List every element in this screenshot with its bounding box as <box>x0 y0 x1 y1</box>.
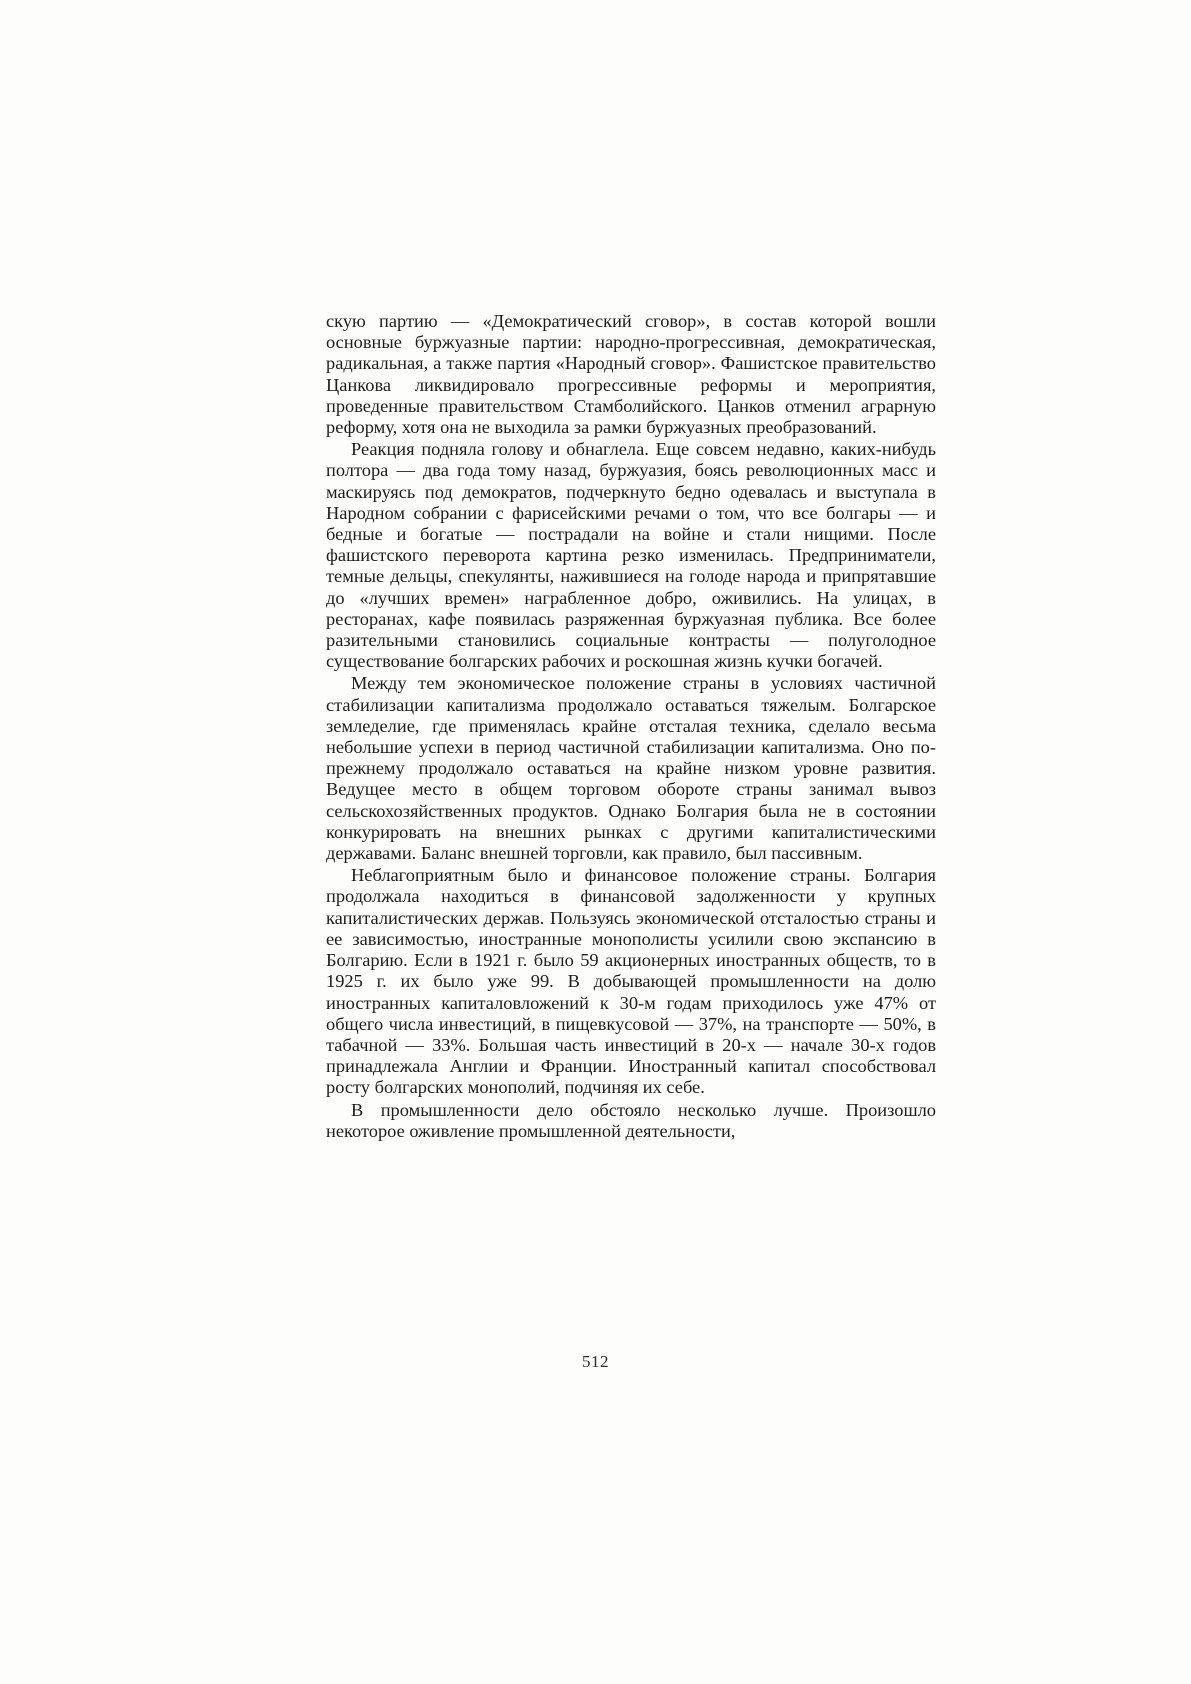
paragraph-5: В промышленности дело обстояло несколько лучше. Произошло некоторое оживление промышленной деятельности, <box>326 1099 936 1141</box>
paragraph-2: Реакция подняла голову и обнаглела. Еще совсем недавно, каких-нибудь полтора — два года тому назад, буржуазия, боясь революционных масс и маскируясь под демократов, подчеркнуто бедно одевалась и выступала в Народном собрании с фарисейскими речами о том, что все болгары — и бедные и богатые — пострадали на войне и стали нищими. После фашистского переворота картина резко изменилась. Предприниматели, темные дельцы, спекулянты, нажившиеся на голоде народа и припрятавшие до «лучших времен» награбленное добро, оживились. На улицах, в ресторанах, кафе появилась разряженная буржуазная публика. Все более разительными становились социальные контрасты — полуголодное существование болгарских рабочих и роскошная жизнь кучки богачей. <box>326 439 936 672</box>
body-text <box>326 311 936 1142</box>
paragraph-4: Неблагоприятным было и финансовое положение страны. Болгария продолжала находиться в финансовой задолженности у крупных капиталистических держав. Пользуясь экономической отсталостью страны и ее зависимостью, иностранные монополисты усилили свою экспансию в Болгарию. Если в 1921 г. было 59 акционерных иностранных обществ, то в 1925 г. их было уже 99. В добывающей промышленности на долю иностранных капиталовложений к 30-м годам приходилось уже 47% от общего числа инвестиций, в пищевкусовой — 37%, на транспорте — 50%, в табачной — 33%. Большая часть инвестиций в 20-х — начале 30-х годов принадлежала Англии и Франции. Иностранный капитал способствовал росту болгарских монополий, подчиняя их себе. <box>326 865 936 1098</box>
paragraph-3: Между тем экономическое положение страны в условиях частичной стабилизации капитализма продолжало оставаться тяжелым. Болгарское земледелие, где применялась крайне отсталая техника, сделало весьма небольшие успехи в период частичной стабилизации капитализма. Оно по-прежнему продолжало оставаться на крайне низком уровне развития. Ведущее место в общем торговом обороте страны занимал вывоз сельскохозяйственных продуктов. Однако Болгария была не в состоянии конкурировать на внешних рынках с другими капиталистическими державами. Баланс внешней торговли, как правило, был пассивным. <box>326 673 936 864</box>
paragraph-1: скую партию — «Демократический сговор», в состав которой вошли основные буржуазные партии: народно-прогрессивная, демократическая, радикальная, а также партия «Народный сговор». Фашистское правительство Цанкова ликвидировало прогрессивные реформы и мероприятия, проведенные правительством Стамболийского. Цанков отменил аграрную реформу, хотя она не выходила за рамки буржуазных преобразований. <box>326 311 936 438</box>
page-number: 512 <box>582 1352 609 1371</box>
